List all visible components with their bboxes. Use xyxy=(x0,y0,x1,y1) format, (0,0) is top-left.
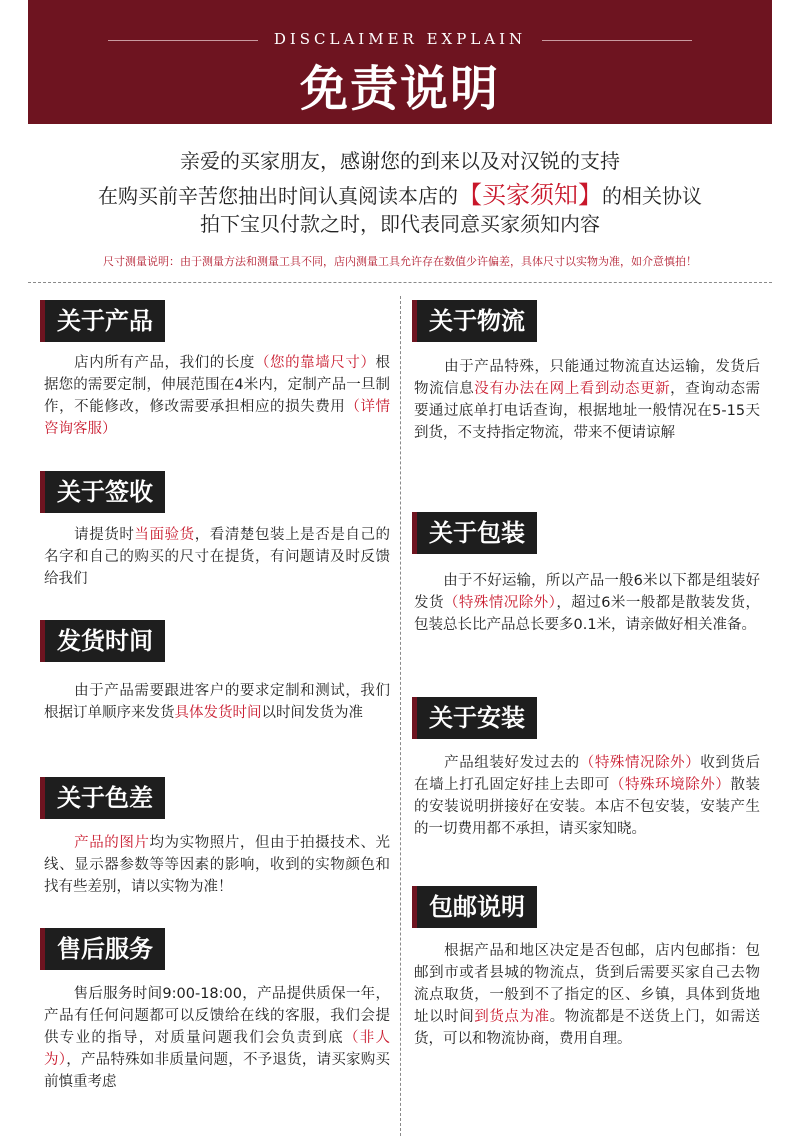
text: ，超过6米一般都是散装发货，包装总长比产品总长要多0.1米，请亲做好相关准备。 xyxy=(414,595,761,633)
banner-subtitle: DISCLAIMER EXPLAIN xyxy=(273,30,527,48)
section-title-free-shipping: 包邮说明 xyxy=(412,886,537,928)
text: 。物流都是不送货上门，如需送货，可以和物流协商，费用自理。 xyxy=(414,1009,761,1047)
banner-title: 免责说明 xyxy=(299,61,500,117)
highlight-text: 当面验货 xyxy=(134,527,195,543)
section-title-logistics: 关于物流 xyxy=(412,300,537,342)
text: 店内所有产品，我们的长度 xyxy=(44,355,255,371)
intro-line-2-tail: 的相关协议 xyxy=(602,184,702,208)
text: 由于产品需要跟进客户的要求定制和测试，我们根据订单顺序来发货 xyxy=(44,683,390,721)
text: ，查询动态需要通过底单打电话查询，根据地址一般情况在5-15天到货，不支持指定物流，带来不便请谅解 xyxy=(414,381,761,441)
section-text-logistics xyxy=(414,356,760,444)
highlight-text: （您的靠墙尺寸） xyxy=(254,355,376,371)
text: 收到货后在墙上打孔固定好挂上去即可 xyxy=(414,755,761,793)
text: 产品组装好发过去的 xyxy=(414,755,580,771)
section-title-color: 关于色差 xyxy=(40,777,165,819)
intro-line-2-text: 在购买前辛苦您抽出时间认真阅读本店的 xyxy=(98,184,458,208)
section-text-color xyxy=(44,832,390,898)
measurement-note: 尺寸测量说明：由于测量方法和测量工具不同，店内测量工具允许存在数值少许偏差，具体尺寸以实物为准，如介意慎拍！ xyxy=(103,255,697,268)
section-text-installation xyxy=(414,752,760,840)
section-title-after-sales: 售后服务 xyxy=(40,928,165,970)
section-title-installation: 关于安装 xyxy=(412,697,537,739)
text: ，产品特殊如非质量问题，不予退货，请买家购买前慎重考虑 xyxy=(44,1052,391,1090)
intro-line-3: 拍下宝贝付款之时，即代表同意买家须知内容 xyxy=(200,212,600,236)
section-text-shipping-time xyxy=(44,680,390,724)
section-text-product xyxy=(44,352,390,440)
section-text-after-sales xyxy=(44,983,390,1093)
text: ，看清楚包装上是否是自己的名字和自己的购买的尺寸在提货，有问题请及时反馈给我们 xyxy=(44,527,391,587)
text: 均为实物照片，但由于拍摄技术、光线、显示器参数等等因素的影响，收到的实物颜色和找有些差别，请以实物为准！ xyxy=(44,835,391,895)
highlight-text: （特殊情况除外） xyxy=(579,755,701,771)
section-text-signing xyxy=(44,524,390,590)
highlight-text: 没有办法在网上看到动态更新 xyxy=(474,381,671,397)
divider-horizontal xyxy=(28,282,772,283)
text: 由于不好运输，所以产品一般6米以下都是组装好发货 xyxy=(414,573,760,611)
header-banner xyxy=(28,0,772,124)
section-title-packaging: 关于包装 xyxy=(412,512,537,554)
highlight-text: （特殊情况除外） xyxy=(443,595,557,611)
text: 根据产品和地区决定是否包邮，店内包邮指：包邮到市或者县城的物流点，货到后需要买家自己去物流点取货，一般到不了指定的区、乡镇，具体到货地址以时间 xyxy=(414,943,760,1025)
intro-highlight: 【买家须知】 xyxy=(458,181,602,209)
text: 以时间发货为准 xyxy=(261,705,363,721)
divider-vertical xyxy=(400,296,401,1136)
section-title-shipping-time: 发货时间 xyxy=(40,620,165,662)
highlight-text: （详情咨询客服） xyxy=(44,399,391,437)
highlight-text: （非人为） xyxy=(44,1030,391,1068)
text: 由于产品特殊，只能通过物流直达运输，发货后物流信息 xyxy=(414,359,760,397)
intro-line-2 xyxy=(0,175,800,210)
text: 售后服务时间9:00-18:00，产品提供质保一年，产品有任何问题都可以反馈给在线的客服，我们会提供专业的指导，对质量问题我们会负责到底 xyxy=(44,986,390,1046)
text: 根据您的需要定制，伸展范围在4米内，定制产品一旦制作，不能修改，修改需要承担相应的损失费用 xyxy=(44,355,391,415)
highlight-text: 产品的图片 xyxy=(44,835,150,851)
text: 散装的安装说明拼接好在安装。本店不包安装，安装产生的一切费用都不承担，请买家知晓。 xyxy=(414,777,761,837)
highlight-text: 到货点为准 xyxy=(474,1009,550,1025)
section-text-free-shipping xyxy=(414,940,760,1050)
section-text-packaging xyxy=(414,570,760,636)
text: 请提货时 xyxy=(44,527,135,543)
section-title-product: 关于产品 xyxy=(40,300,165,342)
highlight-text: （特殊环境除外） xyxy=(609,777,731,793)
intro-line-1: 亲爱的买家朋友，感谢您的到来以及对汉锐的支持 xyxy=(180,149,620,173)
highlight-text: 具体发货时间 xyxy=(174,705,262,721)
section-title-signing: 关于签收 xyxy=(40,471,165,513)
